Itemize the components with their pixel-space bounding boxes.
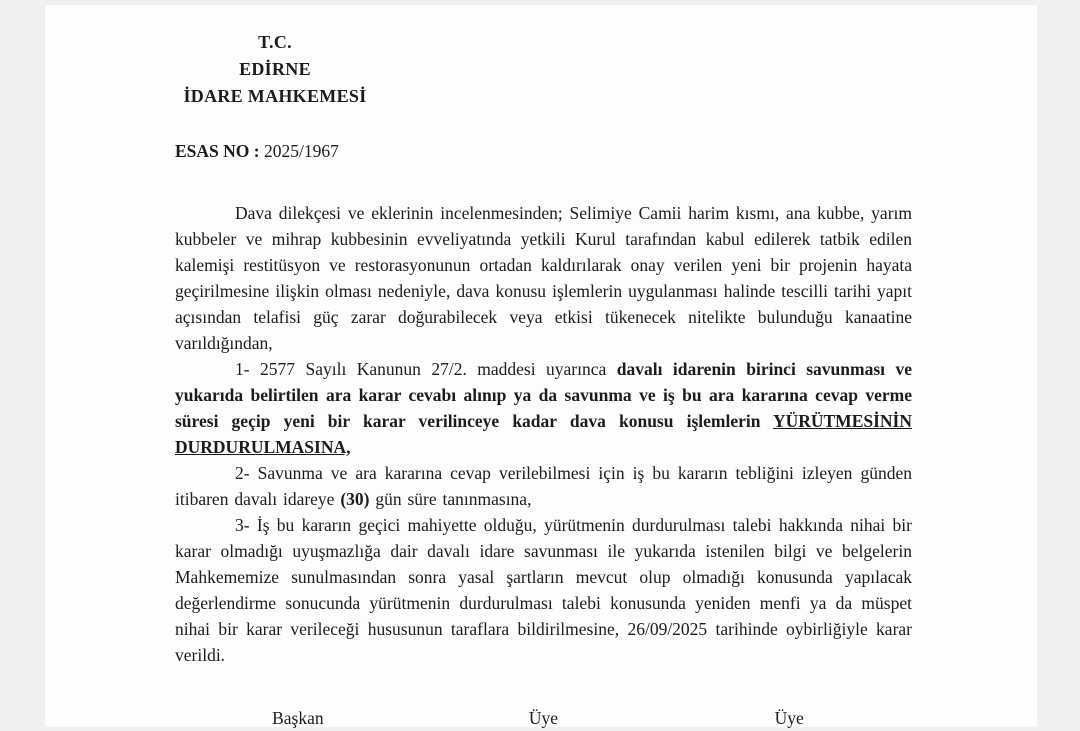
header-court: İDARE MAHKEMESİ (183, 86, 367, 106)
header-city: EDİRNE (239, 59, 311, 79)
case-number-line (175, 138, 912, 164)
header-country: T.C. (258, 32, 292, 52)
paragraph-considerations-text: Dava dilekçesi ve eklerinin incelenmesinden; Selimiye Camii harim kısmı, ana kubbe, yarım kubbeler ve mihrap kubbesinin evveliyatında yetkili Kurul tarafından kabul edilerek tatbik edilen kalemişi restitüsyon ve restorasyonunun ortadan kaldırılarak onay verilen yeni bir projenin hayata geçirilmesine ilişkin olması nedeniyle, dava konusu işlemlerin uygulanması halinde tescilli tarihi yapıt açısından telafisi güç zarar doğurabilecek veya etkisi tükenecek nitelikte bulunduğu kanaatine varıldığından, (175, 203, 912, 353)
item-2-lead: 2- Savunma ve ara kararına cevap verilebilmesi için iş bu kararın tebliğini izleyen günden itibaren davalı idareye (175, 463, 912, 509)
item-1-lead: 1- 2577 Sayılı Kanunun 27/2. maddesi uyarınca (235, 359, 617, 379)
court-header (175, 29, 375, 110)
case-number-value: 2025/1967 (263, 141, 339, 161)
signature-member-1: Üye (528, 708, 559, 728)
item-1-bold: davalı idarenin birinci savunması ve yukarıda belirtilen ara karar cevabı alınıp ya da savunma ve iş bu ara kararına cevap verme süresi geçip yeni bir karar verilinceye kadar dava konusu işlemlerin (175, 359, 912, 431)
signature-row (175, 705, 912, 731)
paragraph-item-2 (175, 460, 912, 512)
paragraph-considerations (175, 200, 912, 356)
signature-president: Başkan (272, 708, 324, 728)
signature-member-2: Üye (774, 708, 804, 728)
item-3-text: 3- İş bu kararın geçici mahiyette olduğu, yürütmenin durdurulması talebi hakkında nihai bir karar olmadığı uyuşmazlığa dair davalı idare savunması ile yukarıda istenilen bilgi ve belgelerin Mahkememize sunulmasından sonra yasal şartların mevcut olup olmadığı konusunda yapılacak değerlendirme sonucunda yürütmenin durdurulması talebi konusunda yeniden menfi ya da müspet nihai bir karar verileceği hususunun taraflara bildirilmesine, 26/09/2025 tarihinde oybirliğiyle karar verildi. (175, 515, 912, 665)
decision-body (175, 200, 912, 668)
case-number-label: ESAS NO : (175, 141, 260, 161)
paragraph-item-1 (175, 356, 912, 460)
paragraph-item-3 (175, 512, 912, 668)
item-2-days: (30) (340, 489, 370, 509)
document-content (175, 29, 912, 731)
item-1-ruling: YÜRÜTMESİNİN DURDURULMASINA, (175, 411, 912, 457)
document-page (45, 5, 1037, 727)
item-2-tail: gün süre tanınmasına, (369, 489, 532, 509)
